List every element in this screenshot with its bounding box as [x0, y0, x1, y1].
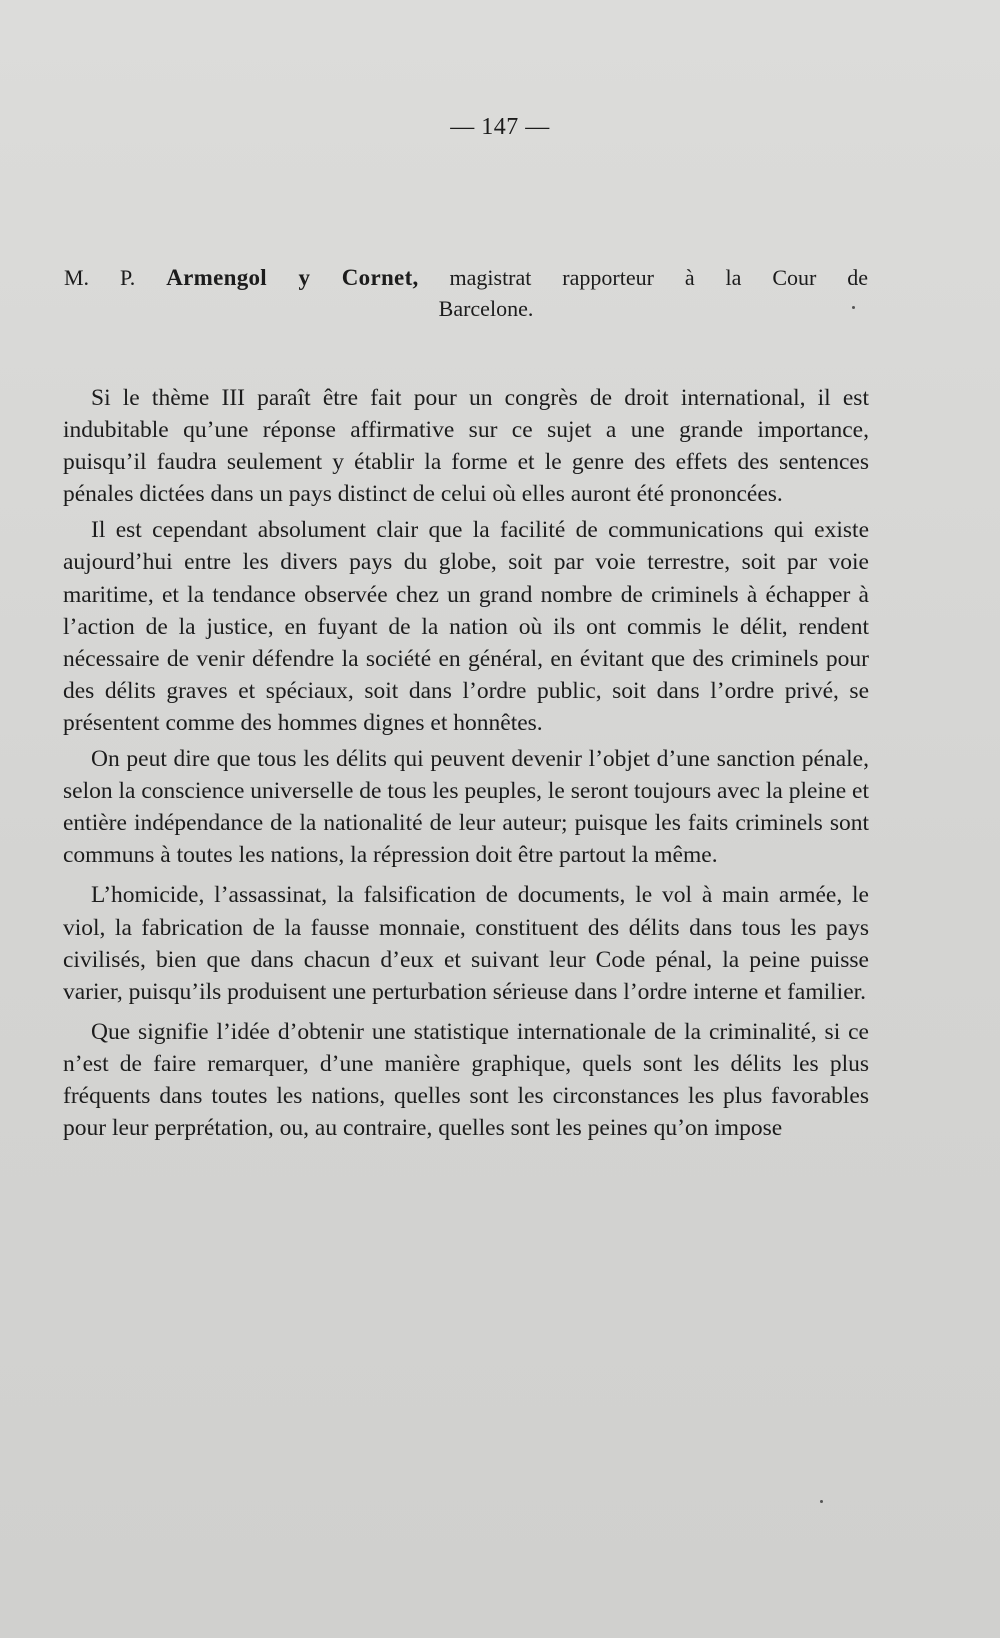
- section-header: [64, 262, 868, 324]
- author-name: Armengol y Cornet,: [166, 265, 419, 290]
- paper-speck: [820, 1500, 823, 1503]
- paragraph: L’homicide, l’assassinat, la falsification de documents, le vol à main armée, le viol, la fabrication de la fausse monnaie, constituent des délits dans tous les pays civilisés, bien que dans chacun d’eux et suivant leur Code pénal, la peine puisse varier, puisqu’ils produisent une perturbation sérieuse dans l’ordre interne et familier.: [63, 882, 869, 1005]
- header-line-1: [64, 262, 868, 293]
- author-prefix: M. P.: [64, 265, 136, 290]
- paper-speck: [852, 306, 855, 309]
- author-role: magistrat rapporteur à la Cour de: [449, 265, 869, 290]
- paragraph: Il est cependant absolument clair que la facilité de communications qui existe aujourd’hui entre les divers pays du globe, soit par voie terrestre, soit par voie maritime, et la tendance observée chez un grand nombre de criminels à échapper à l’action de la justice, en fuyant de la nation où ils ont commis le délit, rendent nécessaire de venir défendre la société en général, en évitant que des criminels pour des délits graves et spéciaux, soit dans l’ordre public, soit dans l’ordre privé, se présentent comme des hommes dignes et honnêtes.: [63, 517, 869, 736]
- paragraph: Si le thème III paraît être fait pour un congrès de droit international, il est indubitable qu’une réponse affirmative sur ce sujet a une grande importance, puisqu’il faudra seulement y établir la forme et le genre des effets des sentences pénales dictées dans un pays distinct de celui où elles auront été prononcées.: [63, 385, 869, 508]
- paragraph: On peut dire que tous les délits qui peuvent devenir l’objet d’une sanction pénale, selon la conscience universelle de tous les peuples, le seront toujours avec la pleine et entière indépendance de la nationalité de leur auteur; puisque les faits criminels sont communs à toutes les nations, la répression doit être partout la même.: [63, 746, 869, 869]
- paragraph: Que signifie l’idée d’obtenir une statistique internationale de la criminalité, si ce n’est de faire remarquer, d’une manière graphique, quels sont les délits les plus fréquents dans toutes les nations, quelles sont les circonstances les plus favorables pour leur perprétation, ou, au contraire, quelles sont les peines qu’on impose: [63, 1018, 869, 1142]
- page-number: — 147 —: [450, 114, 550, 140]
- body-text: [63, 382, 869, 1144]
- header-location: Barcelone.: [438, 296, 534, 321]
